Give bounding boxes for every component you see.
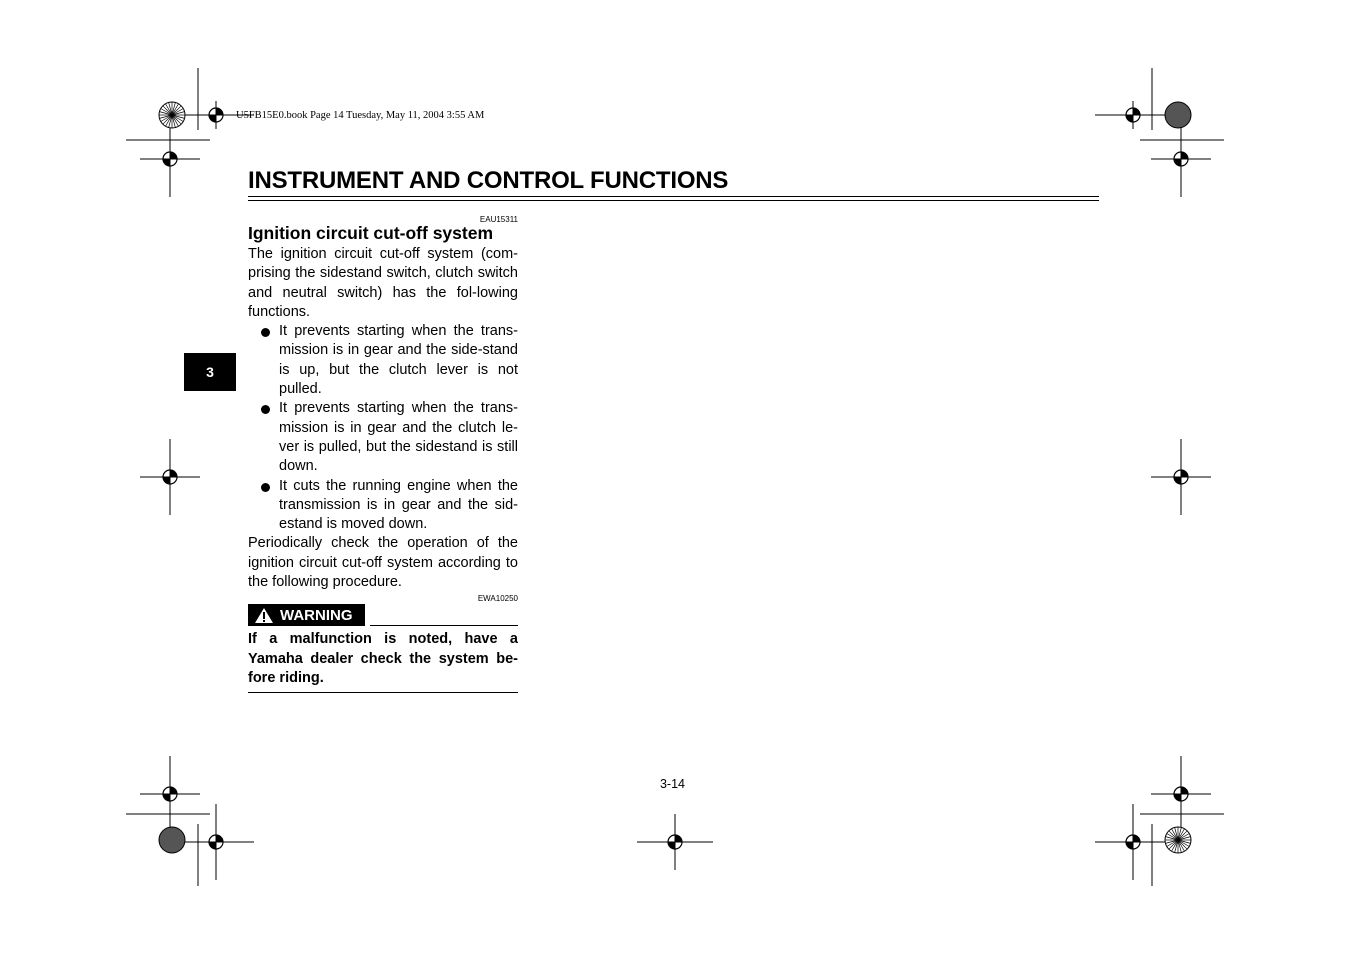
title-rule-thick [248,196,1099,197]
list-item [248,322,518,399]
title-rule-thin [248,200,1099,201]
registration-crosshair-icon [1174,787,1188,801]
registration-crosshair-icon [163,787,177,801]
function-list [248,322,518,534]
page-number: 3-14 [659,777,686,791]
color-registration-circle-icon [159,102,185,128]
registration-crosshair-icon [668,835,682,849]
registration-crosshair-icon [163,152,177,166]
registration-crosshair-icon [1174,152,1188,166]
outro-paragraph: Periodically check the operation of the ignition circuit cut-off system according to the following procedure. [248,535,518,591]
registration-crosshair-icon [163,470,177,484]
chapter-tab-label: 3 [206,364,214,380]
list-item [248,399,518,476]
section-title: Ignition circuit cut-off system [248,223,494,243]
chapter-tab [184,353,236,391]
intro-paragraph: The ignition circuit cut-off system (com-prising the sidestand switch, clutch switch and neutral switch) has the fol-lowing functions. [248,246,518,320]
color-registration-circle-icon [1165,102,1191,128]
bullet-dot-icon [261,328,270,337]
section-code: EAU15311 [479,215,518,224]
warning-text: If a malfunction is noted, have a Yamaha dealer check the system be-fore riding. [248,631,518,687]
warning-bottom-rule [248,692,518,693]
registration-crosshair-icon [209,835,223,849]
list-item-text: It cuts the running engine when the transmission is in gear and the sid-estand is moved down. [279,477,518,533]
warning-rule [370,625,518,626]
book-info-line: U5FB15E0.book Page 14 Tuesday, May 11, 2004 3:55 AM [236,110,485,121]
color-registration-circle-icon [1165,827,1191,853]
list-item-text: It prevents starting when the trans-mission is in gear and the side-stand is up, but the clutch lever is not pulled. [279,323,518,398]
registration-crosshair-icon [1126,835,1140,849]
color-registration-circle-icon [159,827,185,853]
warning-badge [248,604,365,626]
registration-crosshair-icon [1126,108,1140,122]
warning-label: WARNING [280,606,353,624]
bullet-dot-icon [261,405,270,414]
bullet-dot-icon [261,483,270,492]
section-body [248,245,518,592]
warning-triangle-icon [254,607,274,624]
chapter-title: INSTRUMENT AND CONTROL FUNCTIONS [248,167,729,194]
registration-crosshair-icon [209,108,223,122]
warning-code: EWA10250 [477,594,518,603]
list-item-text: It prevents starting when the trans-mission is in gear and the clutch le-ver is pulled, but the sidestand is still down. [279,400,518,475]
registration-crosshair-icon [1174,470,1188,484]
list-item [248,477,518,535]
